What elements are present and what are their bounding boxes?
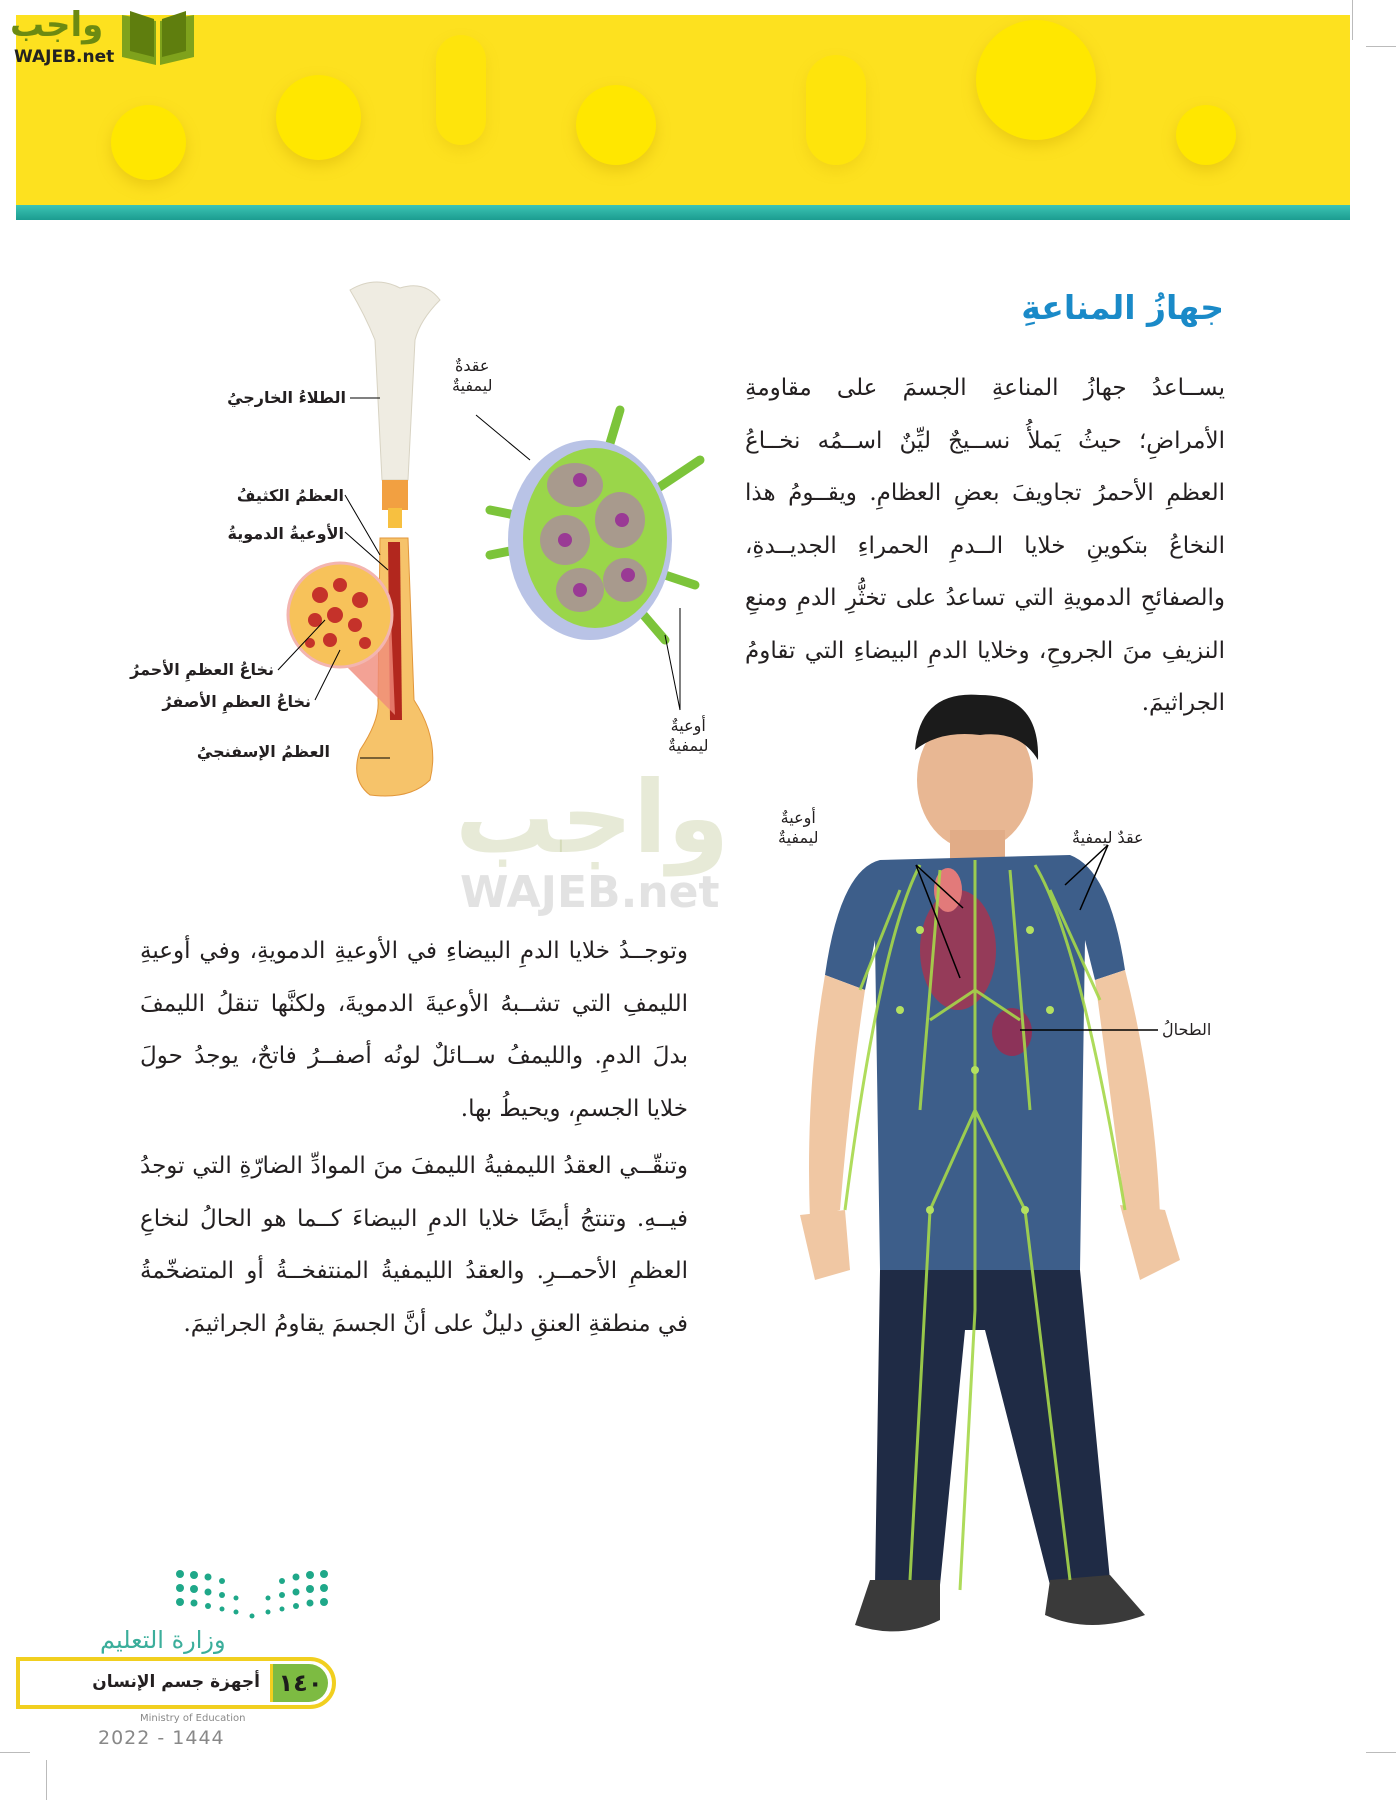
book-icon — [118, 7, 198, 67]
crop-mark — [1366, 1752, 1396, 1753]
page-number: ١٤٠ — [270, 1664, 328, 1702]
label-line: أوعيةٌ — [670, 716, 706, 735]
paragraph-lymph: وتوجــدُ خلايا الدمِ البيضاءِ في الأوعيةِ الدمويةِ، وفي أوعيةِ الليمفِ التي تشــبهُ الأوعيةَ الدمويةَ، ولكنَّها تنقلُ الليمفَ بدلَ الدمِ. والليمفُ ســائلٌ لونُه أصفــرُ فاتحٌ، يوجدُ حولَ خلايا الجسمِ، ويحيطُ بها. — [140, 938, 688, 1122]
logo-text: واجب — [10, 5, 104, 45]
label-line: أوعيةٌ — [780, 808, 816, 827]
label-line: عقدةٌ — [455, 356, 490, 375]
paragraph-immune-system: يســاعدُ جهازُ المناعةِ الجسمَ على مقاومةِ الأمراضِ؛ حيثُ يَملأُ نســيجٌ ليِّنٌ اســمُه نخــاعُ العظمِ الأحمرُ تجاويفَ بعضِ العظامِ. ويقــومُ هذا النخاعُ بتكوينِ خلايا الــدمِ الحمراءِ الجديــدةِ، والصفائحِ الدمويةِ التي تساعدُ على تخثُّرِ الدمِ ومنعِ النزيفِ منَ الجروحِ، وخلايا الدمِ البيضاءِ التي تقاومُ الجراثيمَ. — [745, 375, 1225, 716]
label-spongy-bone: العظمُ الإسفنجيُ — [196, 742, 330, 761]
label-line: ليمفيةٌ — [778, 828, 819, 847]
label-lymph-vessels — [668, 716, 708, 756]
label-periosteum: الطلاءُ الخارجيُ — [227, 388, 346, 407]
bone-leader-lines — [100, 380, 430, 780]
label-line: ليمفيةٌ — [452, 376, 493, 395]
watermark-text: واجب — [455, 759, 730, 876]
lymph-node-illustration — [470, 380, 720, 720]
crop-mark — [46, 1760, 47, 1800]
edition-year: 2022 - 1444 — [98, 1727, 225, 1749]
label-spleen: الطحالُ — [1162, 1020, 1212, 1039]
ministry-name-en: Ministry of Education — [140, 1713, 246, 1724]
chapter-title: أجهزة جسم الإنسان — [92, 1672, 260, 1692]
label-line: ليمفيةٌ — [668, 736, 709, 755]
crop-mark — [1352, 0, 1353, 40]
footer-page-bar — [16, 1657, 336, 1709]
label-red-marrow: نخاعُ العظمِ الأحمرُ — [130, 660, 274, 679]
label-lymph-node — [452, 356, 492, 396]
header-stripe — [16, 205, 1350, 220]
ministry-logo-icon — [172, 1568, 332, 1624]
crop-mark — [0, 1752, 30, 1753]
watermark-latin: WAJEB.net — [460, 867, 720, 918]
paragraph-lymph-nodes: وتنقّــي العقدُ الليمفيةُ الليمفَ منَ الموادِّ الضارّةِ التي توجدُ فيــهِ. وتنتجُ أيضًا خلايا الدمِ البيضاءَ كــما هو الحالُ لنخاعِ العظمِ الأحمــرِ. والعقدُ الليمفيةُ المنتفخــةُ أو المتضخّمةُ في منطقةِ العنقِ دليلٌ على أنَّ الجسمَ يقاومُ الجراثيمَ. — [140, 1153, 688, 1337]
label-yellow-marrow: نخاعُ العظمِ الأصفرُ — [162, 692, 311, 711]
header-banner — [16, 15, 1350, 205]
label-body-lymph-nodes: عقدٌ ليمفيةٌ — [1072, 828, 1144, 847]
crop-mark — [1366, 46, 1396, 47]
section-title: جهازُ المناعةِ — [1021, 288, 1224, 327]
logo-latin: WAJEB.net — [14, 47, 115, 67]
label-body-lymph-vessels — [778, 808, 818, 848]
ministry-name: وزارة التعليم — [100, 1626, 226, 1654]
label-blood-vessels: الأوعيةُ الدمويةُ — [227, 524, 344, 543]
wajeb-logo — [10, 5, 190, 67]
label-compact-bone: العظمُ الكثيفُ — [236, 486, 344, 505]
